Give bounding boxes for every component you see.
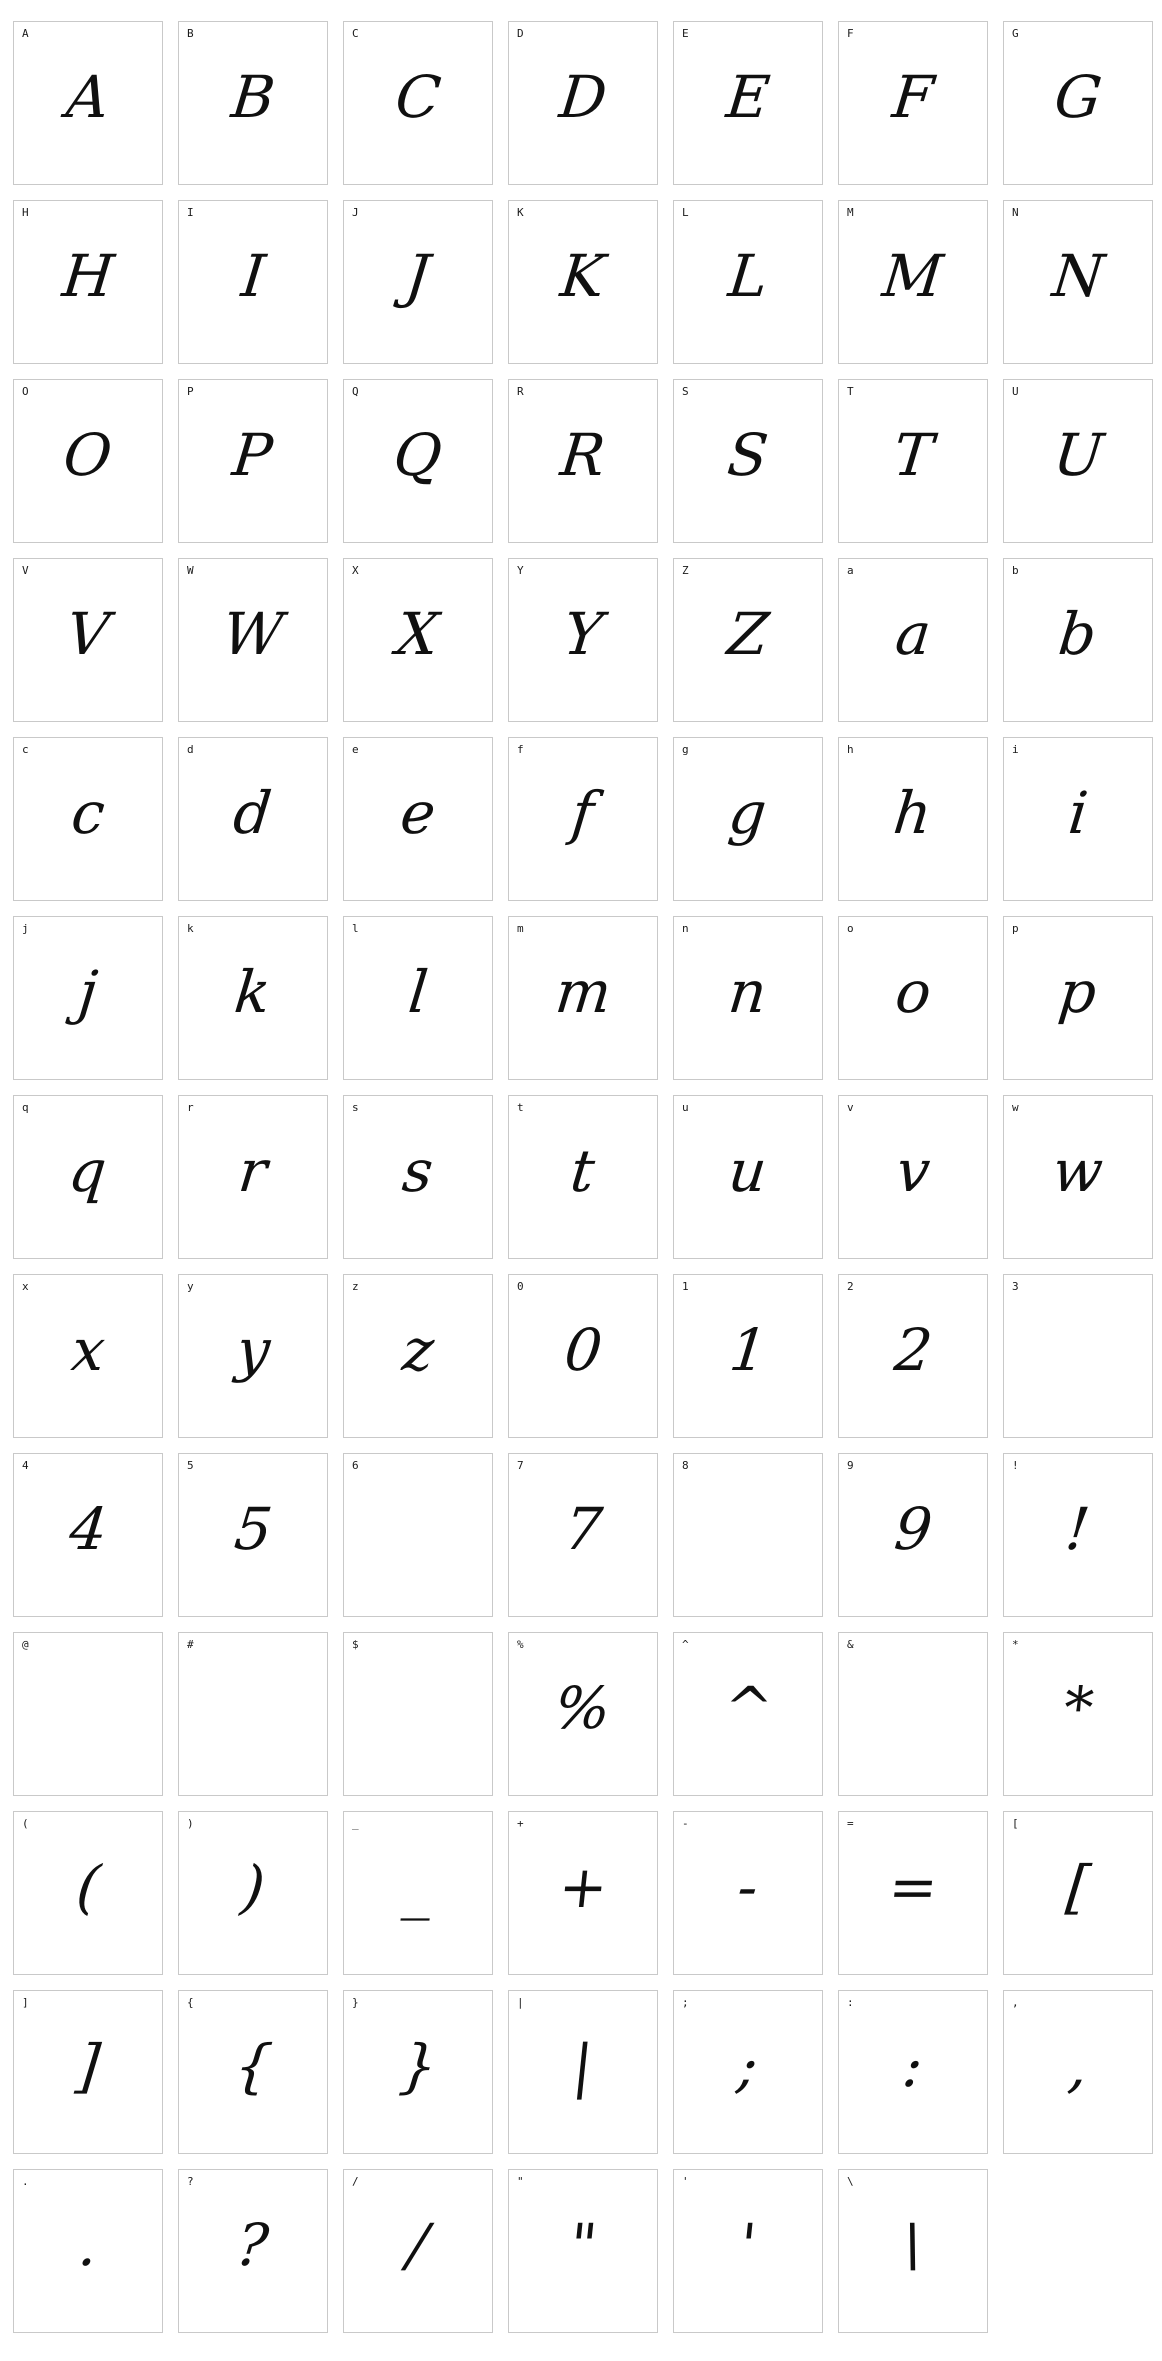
cell-label: o: [847, 922, 854, 935]
glyph-cell: [13, 379, 163, 543]
cell-glyph: ': [736, 2211, 760, 2279]
glyph-cell: [1003, 737, 1153, 901]
glyph-cell: [1003, 1453, 1153, 1617]
cell-label: C: [352, 27, 359, 40]
cell-glyph: 2: [890, 1316, 936, 1384]
cell-glyph: j: [75, 958, 101, 1026]
cell-glyph: 4: [65, 1495, 111, 1563]
cell-label: 8: [682, 1459, 689, 1472]
glyph-cell: [838, 558, 988, 722]
cell-glyph: w: [1049, 1137, 1107, 1205]
cell-label: ): [187, 1817, 194, 1830]
cell-glyph: u: [725, 1137, 771, 1205]
cell-label: /: [352, 2175, 359, 2188]
cell-glyph: V: [63, 600, 113, 668]
cell-label: #: [187, 1638, 194, 1651]
cell-glyph: b: [1055, 600, 1101, 668]
cell-label: 1: [682, 1280, 689, 1293]
cell-label: ^: [682, 1638, 689, 1651]
cell-label: h: [847, 743, 854, 756]
glyph-cell: [838, 200, 988, 364]
cell-glyph: v: [893, 1137, 933, 1205]
cell-glyph: M: [879, 242, 947, 310]
cell-glyph: -: [734, 1853, 762, 1921]
glyph-cell: [13, 558, 163, 722]
glyph-cell: [673, 558, 823, 722]
cell-glyph: }: [395, 2032, 441, 2100]
glyph-cell: [178, 21, 328, 185]
cell-label: A: [22, 27, 29, 40]
cell-label: i: [1012, 743, 1019, 756]
glyph-grid: [13, 21, 1153, 2333]
cell-label: l: [352, 922, 359, 935]
glyph-cell: [13, 1632, 163, 1796]
glyph-cell: [178, 1095, 328, 1259]
cell-glyph: e: [397, 779, 439, 847]
glyph-cell: [838, 737, 988, 901]
glyph-cell: [1003, 1811, 1153, 1975]
glyph-cell: [838, 1095, 988, 1259]
glyph-cell: [343, 1990, 493, 2154]
glyph-cell: [508, 916, 658, 1080]
cell-label: d: [187, 743, 194, 756]
cell-label: x: [22, 1280, 29, 1293]
cell-label: :: [847, 1996, 854, 2009]
glyph-cell: [1003, 916, 1153, 1080]
cell-glyph: ,: [1065, 2032, 1091, 2100]
cell-glyph: ;: [734, 2032, 762, 2100]
cell-label: 4: [22, 1459, 29, 1472]
glyph-cell: [673, 2169, 823, 2333]
cell-label: f: [517, 743, 524, 756]
glyph-cell: [508, 200, 658, 364]
glyph-cell: [178, 558, 328, 722]
cell-glyph: (: [73, 1853, 103, 1921]
cell-label: V: [22, 564, 29, 577]
glyph-cell: [178, 916, 328, 1080]
glyph-cell: [343, 1274, 493, 1438]
glyph-cell: [1003, 200, 1153, 364]
cell-glyph: :: [899, 2032, 927, 2100]
cell-label: %: [517, 1638, 524, 1651]
cell-label: a: [847, 564, 854, 577]
cell-glyph: f: [568, 779, 598, 847]
glyph-cell: [838, 916, 988, 1080]
cell-glyph: I: [237, 242, 269, 310]
glyph-cell: [1003, 1990, 1153, 2154]
glyph-cell: [343, 379, 493, 543]
glyph-cell: [343, 21, 493, 185]
glyph-cell: [13, 1453, 163, 1617]
cell-glyph: L: [725, 242, 771, 310]
cell-label: ,: [1012, 1996, 1019, 2009]
cell-glyph: 9: [890, 1495, 936, 1563]
cell-label: B: [187, 27, 194, 40]
glyph-cell: [178, 1453, 328, 1617]
cell-glyph: ^: [720, 1674, 776, 1742]
cell-glyph: [344, 1633, 492, 1795]
cell-glyph: N: [1049, 242, 1107, 310]
cell-glyph: [1004, 1275, 1152, 1437]
glyph-cell: [13, 1095, 163, 1259]
cell-label: F: [847, 27, 854, 40]
cell-glyph: !: [1062, 1495, 1094, 1563]
cell-label: k: [187, 922, 194, 935]
cell-label: s: [352, 1101, 359, 1114]
cell-label: 0: [517, 1280, 524, 1293]
cell-label: u: [682, 1101, 689, 1114]
glyph-cell: [673, 1632, 823, 1796]
cell-label: w: [1012, 1101, 1019, 1114]
glyph-cell: [673, 737, 823, 901]
glyph-cell: [178, 737, 328, 901]
glyph-cell: [13, 200, 163, 364]
cell-label: 6: [352, 1459, 359, 1472]
cell-glyph: r: [235, 1137, 271, 1205]
cell-label: t: [517, 1101, 524, 1114]
cell-glyph: T: [890, 421, 936, 489]
cell-glyph: k: [231, 958, 275, 1026]
cell-label: p: [1012, 922, 1019, 935]
cell-glyph: C: [392, 63, 444, 131]
glyph-cell: [178, 1632, 328, 1796]
glyph-cell: [343, 1811, 493, 1975]
cell-label: 5: [187, 1459, 194, 1472]
cell-label: .: [22, 2175, 29, 2188]
cell-glyph: +: [555, 1853, 611, 1921]
cell-glyph: ?: [233, 2211, 273, 2279]
cell-glyph: s: [399, 1137, 437, 1205]
cell-label: S: [682, 385, 689, 398]
cell-label: _: [352, 1817, 359, 1830]
cell-glyph: _: [399, 1853, 437, 1921]
cell-label: [: [1012, 1817, 1019, 1830]
glyph-cell: [178, 379, 328, 543]
glyph-cell: [508, 1274, 658, 1438]
cell-label: Y: [517, 564, 524, 577]
cell-label: E: [682, 27, 689, 40]
cell-label: n: [682, 922, 689, 935]
cell-label: ": [517, 2175, 524, 2188]
cell-label: &: [847, 1638, 854, 1651]
glyph-cell: [508, 1990, 658, 2154]
cell-glyph: [: [1063, 1853, 1093, 1921]
cell-glyph: [674, 1454, 822, 1616]
cell-label: ': [682, 2175, 689, 2188]
cell-glyph: /: [404, 2211, 432, 2279]
cell-label: I: [187, 206, 194, 219]
cell-glyph: [839, 1633, 987, 1795]
glyph-cell: [1003, 1095, 1153, 1259]
cell-label: 9: [847, 1459, 854, 1472]
glyph-cell: [838, 379, 988, 543]
cell-glyph: q: [65, 1137, 111, 1205]
glyph-cell: [673, 1274, 823, 1438]
cell-label: L: [682, 206, 689, 219]
cell-label: +: [517, 1817, 524, 1830]
glyph-cell: [673, 379, 823, 543]
cell-glyph: A: [63, 63, 113, 131]
cell-glyph: d: [230, 779, 276, 847]
cell-label: y: [187, 1280, 194, 1293]
cell-glyph: z: [399, 1316, 437, 1384]
glyph-cell: [838, 1990, 988, 2154]
cell-glyph: 0: [560, 1316, 606, 1384]
cell-label: H: [22, 206, 29, 219]
cell-label: $: [352, 1638, 359, 1651]
cell-glyph: O: [60, 421, 116, 489]
glyph-cell: [838, 1274, 988, 1438]
cell-label: (: [22, 1817, 29, 1830]
cell-glyph: 1: [725, 1316, 771, 1384]
cell-glyph: G: [1051, 63, 1105, 131]
cell-glyph: %: [551, 1674, 615, 1742]
cell-label: v: [847, 1101, 854, 1114]
cell-glyph: y: [233, 1316, 273, 1384]
cell-label: Z: [682, 564, 689, 577]
cell-label: -: [682, 1817, 689, 1830]
cell-glyph: P: [229, 421, 277, 489]
glyph-cell: [178, 1274, 328, 1438]
cell-glyph: S: [724, 421, 772, 489]
glyph-cell: [343, 1095, 493, 1259]
cell-label: j: [22, 922, 29, 935]
cell-label: ?: [187, 2175, 194, 2188]
cell-label: \: [847, 2175, 854, 2188]
glyph-cell: [178, 1811, 328, 1975]
cell-label: z: [352, 1280, 359, 1293]
cell-glyph: t: [567, 1137, 599, 1205]
glyph-cell: [343, 1632, 493, 1796]
glyph-cell: [673, 1990, 823, 2154]
cell-glyph: ": [566, 2211, 600, 2279]
cell-label: *: [1012, 1638, 1019, 1651]
cell-label: K: [517, 206, 524, 219]
cell-glyph: *: [1059, 1674, 1097, 1742]
glyph-cell: [838, 1453, 988, 1617]
glyph-cell: [178, 2169, 328, 2333]
cell-label: r: [187, 1101, 194, 1114]
cell-glyph: .: [75, 2211, 101, 2279]
glyph-cell: [13, 2169, 163, 2333]
cell-label: D: [517, 27, 524, 40]
cell-glyph: n: [725, 958, 771, 1026]
glyph-cell: [178, 1990, 328, 2154]
cell-label: U: [1012, 385, 1019, 398]
cell-glyph: B: [228, 63, 278, 131]
cell-glyph: h: [890, 779, 936, 847]
glyph-cell: [343, 558, 493, 722]
cell-label: X: [352, 564, 359, 577]
cell-label: W: [187, 564, 194, 577]
glyph-cell: [13, 916, 163, 1080]
cell-glyph: D: [556, 63, 610, 131]
glyph-cell: [13, 737, 163, 901]
cell-label: 3: [1012, 1280, 1019, 1293]
cell-label: J: [352, 206, 359, 219]
cell-label: ;: [682, 1996, 689, 2009]
cell-glyph: F: [889, 63, 937, 131]
cell-glyph: l: [405, 958, 431, 1026]
cell-label: M: [847, 206, 854, 219]
glyph-cell: [673, 1811, 823, 1975]
cell-label: =: [847, 1817, 854, 1830]
glyph-cell: [178, 200, 328, 364]
glyph-cell: [673, 21, 823, 185]
glyph-cell: [508, 1632, 658, 1796]
cell-label: 7: [517, 1459, 524, 1472]
cell-glyph: [344, 1454, 492, 1616]
glyph-cell: [508, 737, 658, 901]
cell-glyph: [179, 1633, 327, 1795]
glyph-cell: [1003, 558, 1153, 722]
cell-glyph: \: [899, 2211, 927, 2279]
cell-glyph: |: [569, 2032, 597, 2100]
glyph-cell: [1003, 1632, 1153, 1796]
glyph-cell: [838, 1632, 988, 1796]
cell-label: g: [682, 743, 689, 756]
glyph-cell: [673, 200, 823, 364]
glyph-cell: [343, 737, 493, 901]
cell-label: |: [517, 1996, 524, 2009]
glyph-cell: [838, 1811, 988, 1975]
cell-glyph: [14, 1633, 162, 1795]
cell-label: @: [22, 1638, 29, 1651]
glyph-cell: [508, 1095, 658, 1259]
cell-label: 2: [847, 1280, 854, 1293]
glyph-cell: [13, 21, 163, 185]
cell-glyph: m: [551, 958, 615, 1026]
cell-glyph: R: [557, 421, 609, 489]
cell-glyph: c: [68, 779, 108, 847]
cell-glyph: Y: [560, 600, 606, 668]
cell-glyph: g: [725, 779, 771, 847]
cell-glyph: p: [1055, 958, 1101, 1026]
cell-label: P: [187, 385, 194, 398]
cell-label: G: [1012, 27, 1019, 40]
glyph-cell: [508, 379, 658, 543]
cell-glyph: H: [59, 242, 117, 310]
glyph-cell: [343, 200, 493, 364]
glyph-cell: [508, 1453, 658, 1617]
cell-label: T: [847, 385, 854, 398]
glyph-cell: [508, 1811, 658, 1975]
cell-glyph: 5: [230, 1495, 276, 1563]
cell-label: O: [22, 385, 29, 398]
cell-label: q: [22, 1101, 29, 1114]
cell-glyph: {: [230, 2032, 276, 2100]
cell-label: !: [1012, 1459, 1019, 1472]
cell-glyph: =: [885, 1853, 941, 1921]
glyph-cell: [673, 1095, 823, 1259]
glyph-cell: [343, 916, 493, 1080]
cell-glyph: 7: [560, 1495, 606, 1563]
glyph-cell: [13, 1990, 163, 2154]
cell-glyph: ]: [73, 2032, 103, 2100]
glyph-cell: [838, 2169, 988, 2333]
cell-glyph: K: [557, 242, 609, 310]
glyph-cell: [673, 916, 823, 1080]
glyph-cell: [343, 1453, 493, 1617]
glyph-cell: [343, 2169, 493, 2333]
cell-glyph: i: [1065, 779, 1091, 847]
cell-glyph: a: [892, 600, 934, 668]
cell-label: b: [1012, 564, 1019, 577]
glyph-cell: [1003, 379, 1153, 543]
cell-label: }: [352, 1996, 359, 2009]
cell-glyph: ): [238, 1853, 268, 1921]
cell-glyph: U: [1049, 421, 1107, 489]
glyph-cell: [673, 1453, 823, 1617]
glyph-cell: [838, 21, 988, 185]
cell-glyph: E: [723, 63, 773, 131]
glyph-cell: [13, 1811, 163, 1975]
cell-label: c: [22, 743, 29, 756]
glyph-cell: [13, 1274, 163, 1438]
cell-glyph: W: [219, 600, 287, 668]
cell-glyph: X: [393, 600, 443, 668]
cell-label: ]: [22, 1996, 29, 2009]
cell-glyph: Q: [390, 421, 446, 489]
cell-glyph: x: [68, 1316, 108, 1384]
cell-label: e: [352, 743, 359, 756]
glyph-cell: [508, 558, 658, 722]
cell-label: R: [517, 385, 524, 398]
glyph-cell: [508, 2169, 658, 2333]
cell-label: {: [187, 1996, 194, 2009]
glyph-cell: [508, 21, 658, 185]
glyph-cell: [1003, 21, 1153, 185]
cell-label: Q: [352, 385, 359, 398]
cell-glyph: J: [402, 242, 434, 310]
glyph-cell: [1003, 1274, 1153, 1438]
cell-label: m: [517, 922, 524, 935]
cell-label: N: [1012, 206, 1019, 219]
cell-glyph: Z: [724, 600, 772, 668]
cell-glyph: o: [891, 958, 935, 1026]
